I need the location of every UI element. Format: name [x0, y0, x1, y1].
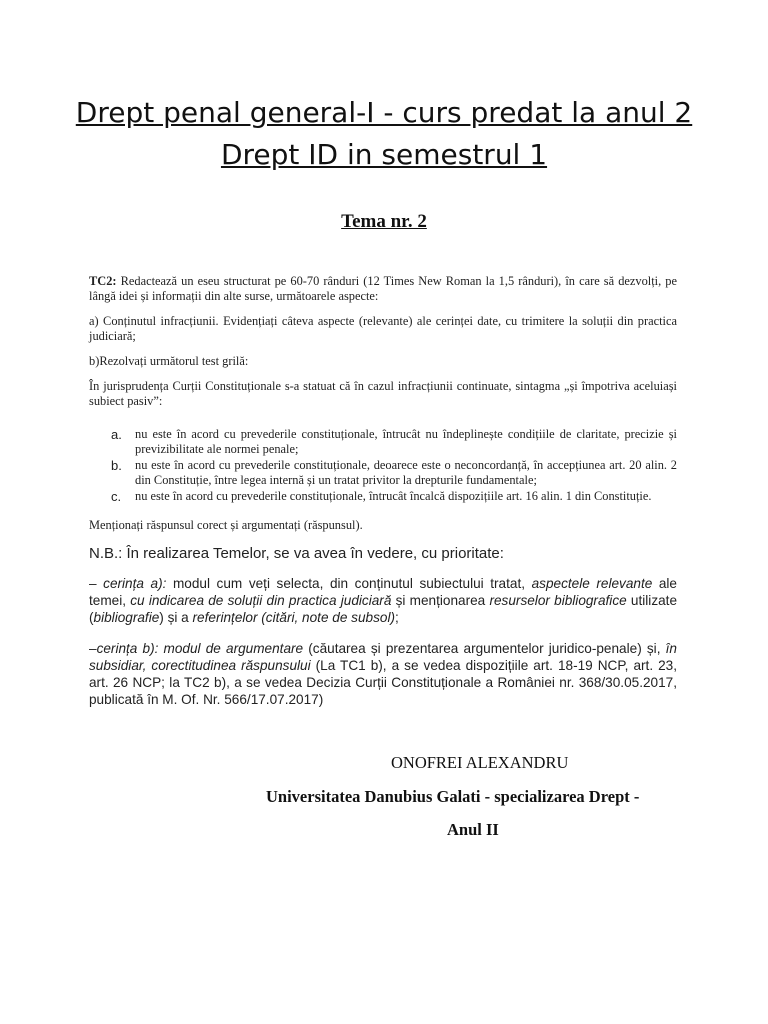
crit-a-text: și menționarea [391, 593, 490, 608]
author-name: ONOFREI ALEXANDRU [391, 753, 569, 772]
crit-a-dash: – [89, 576, 104, 591]
answer-options [89, 427, 677, 504]
criterion-b [89, 640, 677, 708]
tc2-text: Redactează un eseu structurat pe 60-70 rânduri (12 Times New Roman la 1,5 rânduri), în care să dezvolți, pe lângă idei și informații din alte surse, următoarele aspecte: [89, 274, 677, 303]
nb-note: N.B.: În realizarea Temelor, se va avea în vedere, cu prioritate: [89, 545, 504, 562]
crit-a-text: ) și a [159, 610, 193, 625]
crit-a-text: modul cum veți selecta, din conținutul subiectului tratat, [166, 576, 532, 591]
study-year: Anul II [447, 820, 499, 839]
answer-option [89, 427, 677, 457]
question-text: În jurisprudența Curții Constituționale s-a statuat că în cazul infracțiunii continuate, sintagma „și împotriva aceluiași subiect pasiv”: [89, 379, 677, 408]
option-marker: a. [111, 427, 122, 442]
point-a: a) Conținutul infracțiunii. Evidențiați câteva aspecte (relevante) ale cerinței date, cu trimitere la soluții din practica judiciară; [89, 314, 677, 343]
answer-option [89, 458, 677, 488]
crit-b-label: cerința b): modul de argumentare [96, 641, 304, 656]
option-marker: c. [111, 489, 122, 504]
crit-a-italic: aspectele relevante [531, 576, 653, 591]
option-text: nu este în acord cu prevederile constituționale, deoarece este o neconcordanță, în accepțiunea art. 20 alin. 2 din Constituție, între legea internă și un tratat privitor la drepturile fundamentale; [135, 458, 677, 487]
crit-b-text: (căutarea și prezentarea argumentelor juridico-penale) și, [303, 641, 666, 656]
crit-b-italic: în subsidiar, corectitudinea răspunsului [89, 641, 677, 673]
option-marker: b. [111, 458, 122, 473]
document-title: Drept penal general-I - curs predat la anul 2 Drept ID in semestrul 1 [75, 96, 693, 171]
crit-a-italic: referințelor (citări, note de subsol) [192, 610, 396, 625]
crit-b-text: (La TC1 b), a se vedea dispozițiile art. 18-19 NCP, art. 23, art. 26 NCP; la TC2 b), a se vedea Decizia Curții Constituționale a României nr. 368/30.05.2017, publicată în M. Of. Nr. 566/17.07.2017) [89, 658, 677, 707]
university-name: Universitatea Danubius Galati - specializarea Drept - [266, 787, 640, 806]
crit-a-italic: resurselor bibliografice [489, 593, 627, 608]
crit-a-text: ale temei, [89, 576, 677, 608]
tc2-label: TC2: [89, 274, 117, 288]
crit-a-label: cerința a): [103, 576, 167, 591]
mention-text: Menționați răspunsul corect și argumentați (răspunsul). [89, 518, 363, 532]
option-text: nu este în acord cu prevederile constituționale, întrucât încalcă dispozițiile art. 16 alin. 1 din Constituție. [135, 489, 652, 503]
answer-option [89, 489, 677, 504]
document-body [89, 274, 677, 722]
option-text: nu este în acord cu prevederile constituționale, întrucât nu îndeplinește condițiile de claritate, precizie și previzibilitate ale normei penale; [135, 427, 677, 456]
tema-heading: Tema nr. 2 [341, 211, 427, 232]
crit-a-text: utilizate ( [89, 593, 678, 625]
crit-a-italic: cu indicarea de soluții din practica judiciară [130, 593, 392, 608]
criterion-a [89, 575, 677, 626]
crit-a-text: ; [395, 610, 399, 625]
crit-a-italic: bibliografie [93, 610, 160, 625]
tc2-paragraph [89, 274, 677, 304]
crit-b-dash: – [89, 641, 97, 656]
point-b: b)Rezolvați următorul test grilă: [89, 354, 249, 368]
